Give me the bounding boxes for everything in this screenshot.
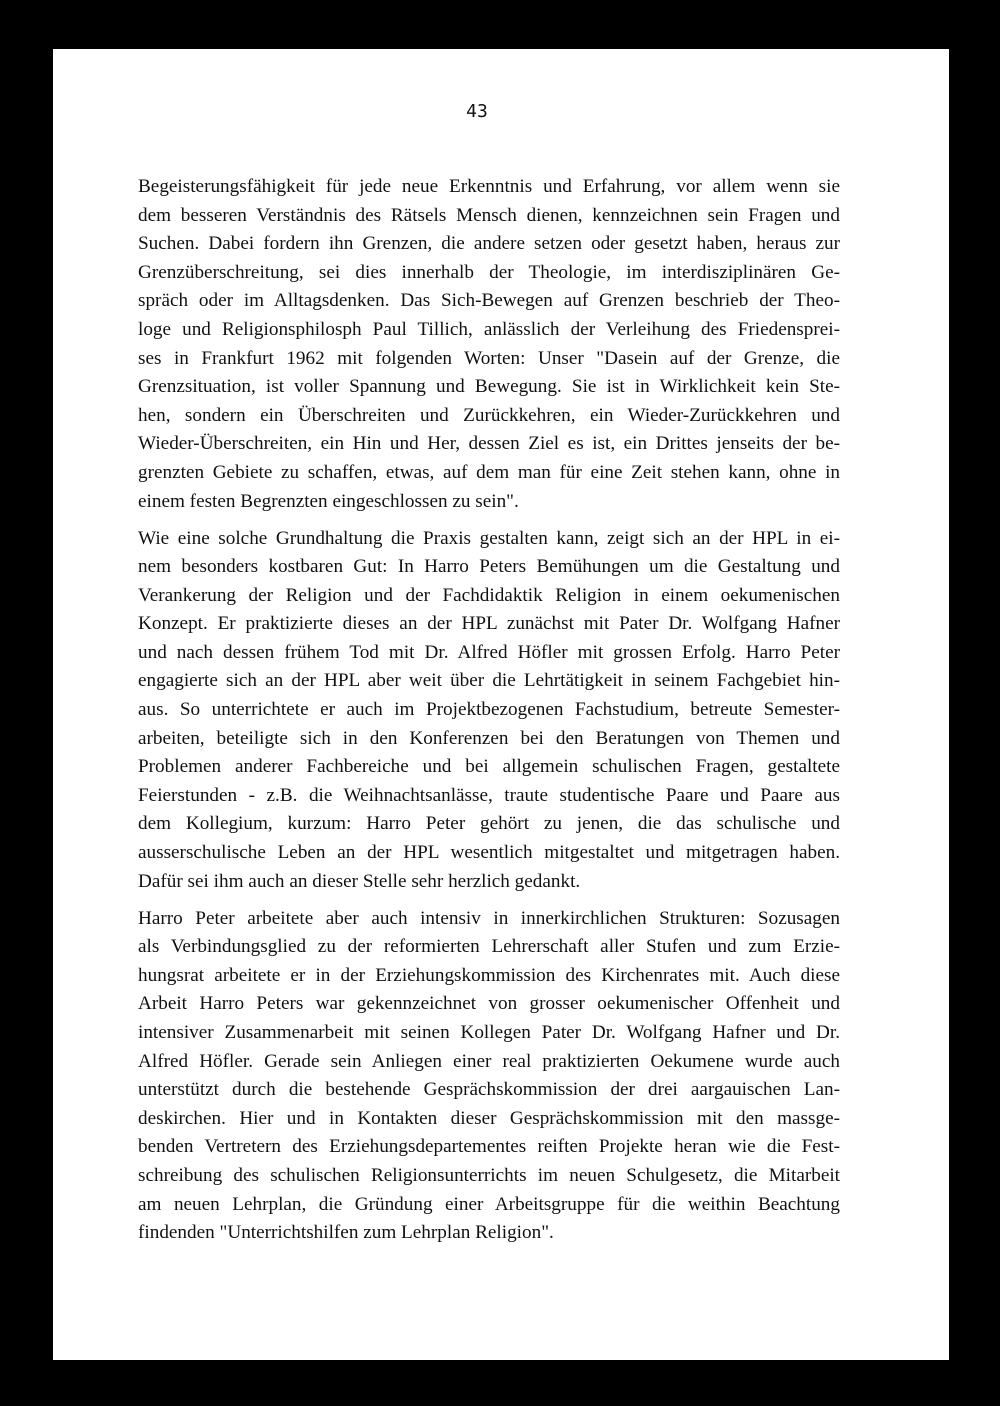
text-line: aus. So unterrichtete er auch im Projektbezogenen Fachstudium, betreute Semester- <box>138 699 840 721</box>
text-line: Konzept. Er praktizierte dieses an der HPL zunächst mit Pater Dr. Wolfgang Hafner <box>138 613 840 635</box>
text-line: Wie eine solche Grundhaltung die Praxis gestalten kann, zeigt sich an der HPL in ei- <box>138 527 840 549</box>
text-line: ausserschulische Leben an der HPL wesentlich mitgestaltet und mitgetragen haben. <box>138 842 840 864</box>
text-line: hungsrat arbeitete er in der Erziehungskommission des Kirchenrates mit. Auch diese <box>138 964 840 986</box>
paragraph-2 <box>138 525 840 897</box>
text-line: schreibung des schulischen Religionsunterrichts im neuen Schulgesetz, die Mitarbeit <box>138 1164 840 1186</box>
text-line: Wieder-Überschreiten, ein Hin und Her, dessen Ziel es ist, ein Drittes jenseits der be- <box>138 433 840 455</box>
text-line: benden Vertretern des Erziehungsdepartementes reiften Projekte heran wie die Fest- <box>138 1136 840 1158</box>
text-line: Suchen. Dabei fordern ihn Grenzen, die andere setzen oder gesetzt haben, heraus zur <box>138 233 840 255</box>
text-line: Verankerung der Religion und der Fachdidaktik Religion in einem oekumenischen <box>138 584 840 606</box>
text-line: nem besonders kostbaren Gut: In Harro Peters Bemühungen um die Gestaltung und <box>138 556 840 578</box>
document-page <box>53 49 949 1360</box>
text-line: findenden "Unterrichtshilfen zum Lehrplan Religion". <box>138 1222 554 1244</box>
text-line: unterstützt durch die bestehende Gesprächskommission der drei aargauischen Lan- <box>138 1079 840 1101</box>
paragraph-1 <box>138 173 840 516</box>
text-line: Alfred Höfler. Gerade sein Anliegen einer real praktizierten Oekumene wurde auch <box>138 1050 840 1072</box>
paragraph-3 <box>138 905 840 1248</box>
text-line: grenzten Gebiete zu schaffen, etwas, auf dem man für eine Zeit stehen kann, ohne in <box>138 461 840 483</box>
text-line: Dafür sei ihm auch an dieser Stelle sehr herzlich gedankt. <box>138 870 581 892</box>
text-line: Problemen anderer Fachbereiche und bei allgemein schulischen Fragen, gestaltete <box>138 756 840 778</box>
text-line: Grenzsituation, ist voller Spannung und Bewegung. Sie ist in Wirklichkeit kein Ste- <box>138 376 840 398</box>
text-line: loge und Religionsphilosph Paul Tillich, anlässlich der Verleihung des Friedensprei- <box>138 318 840 340</box>
text-line: Arbeit Harro Peters war gekennzeichnet von grosser oekumenischer Offenheit und <box>138 993 840 1015</box>
page-number: 43 <box>466 101 488 122</box>
text-line: dem Kollegium, kurzum: Harro Peter gehört zu jenen, die das schulische und <box>138 813 840 835</box>
text-line: einem festen Begrenzten eingeschlossen zu sein". <box>138 490 519 512</box>
text-line: spräch oder im Alltagsdenken. Das Sich-Bewegen auf Grenzen beschrieb der Theo- <box>138 290 840 312</box>
text-line: Grenzüberschreitung, sei dies innerhalb der Theologie, im interdisziplinären Ge- <box>138 261 840 283</box>
text-line: intensiver Zusammenarbeit mit seinen Kollegen Pater Dr. Wolfgang Hafner und Dr. <box>138 1022 840 1043</box>
text-line: hen, sondern ein Überschreiten und Zurückkehren, ein Wieder-Zurückkehren und <box>138 404 840 426</box>
text-line: Begeisterungsfähigkeit für jede neue Erkenntnis und Erfahrung, vor allem wenn sie <box>138 176 840 197</box>
text-line: deskirchen. Hier und in Kontakten dieser Gesprächskommission mit den massge- <box>138 1107 840 1129</box>
text-line: arbeiten, beteiligte sich in den Konferenzen bei den Beratungen von Themen und <box>138 727 840 749</box>
text-line: und nach dessen frühem Tod mit Dr. Alfred Höfler mit grossen Erfolg. Harro Peter <box>138 641 840 663</box>
text-line: ses in Frankfurt 1962 mit folgenden Worten: Unser "Dasein auf der Grenze, die <box>138 347 840 369</box>
body-text <box>138 173 840 1256</box>
text-line: Harro Peter arbeitete aber auch intensiv in innerkirchlichen Strukturen: Sozusagen <box>138 907 840 929</box>
text-line: dem besseren Verständnis des Rätsels Mensch dienen, kennzeichnen sein Fragen und <box>138 204 840 226</box>
text-line: als Verbindungsglied zu der reformierten Lehrerschaft aller Stufen und zum Erzie- <box>138 936 840 958</box>
text-line: am neuen Lehrplan, die Gründung einer Arbeitsgruppe für die weithin Beachtung <box>138 1193 840 1215</box>
text-line: Feierstunden - z.B. die Weihnachtsanlässe, traute studentische Paare und Paare aus <box>138 784 840 806</box>
text-line: engagierte sich an der HPL aber weit über die Lehrtätigkeit in seinem Fachgebiet hin- <box>138 670 840 692</box>
